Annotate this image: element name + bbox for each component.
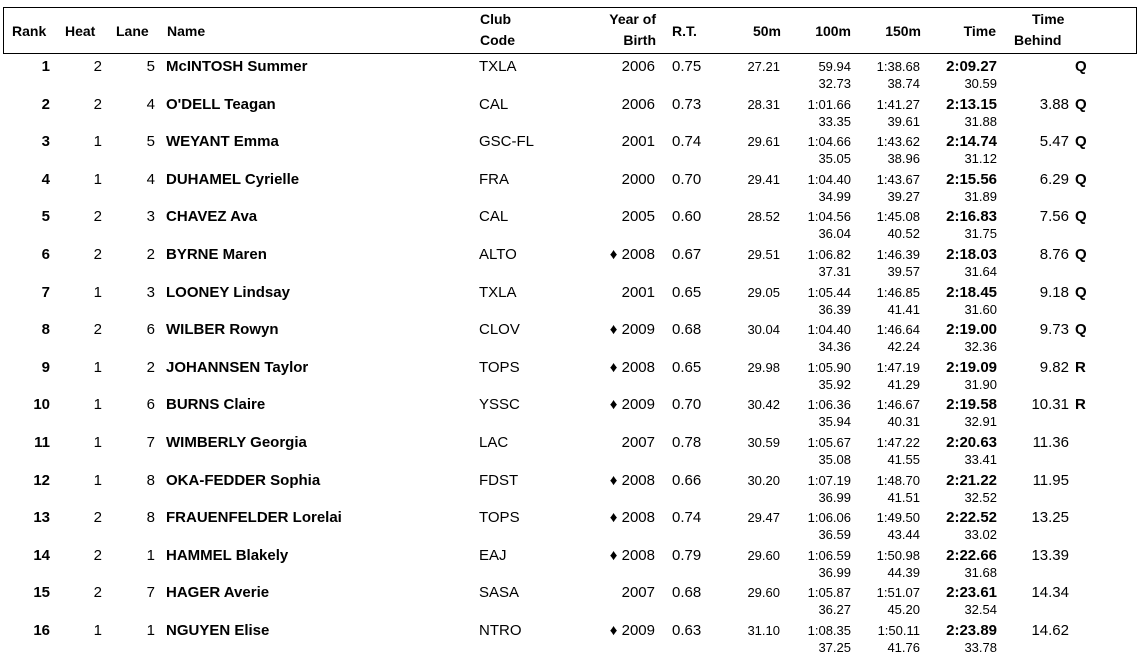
cell-club-code: CLOV <box>479 321 520 339</box>
cell-qualifier: Q <box>1075 133 1087 151</box>
cell-lap-150m: 39.27 <box>887 188 920 204</box>
cell-lane: 3 <box>146 283 155 301</box>
cell-split-100m: 1:08.35 <box>807 622 851 638</box>
cell-lane: 7 <box>146 584 155 602</box>
cell-heat: 2 <box>93 208 102 226</box>
cell-name: HAGER Averie <box>166 584 270 602</box>
cell-split-100m: 1:07.19 <box>807 472 851 488</box>
cell-reaction-time: 0.60 <box>672 208 702 226</box>
cell-reaction-time: 0.68 <box>672 584 702 602</box>
cell-split-150m: 1:46.85 <box>876 284 920 300</box>
cell-lap-final: 31.75 <box>964 226 997 242</box>
cell-reaction-time: 0.70 <box>672 396 702 414</box>
cell-rank: 2 <box>41 95 50 113</box>
cell-split-50m: 30.59 <box>747 434 780 450</box>
cell-split-50m: 29.05 <box>747 284 780 300</box>
cell-split-100m: 1:05.87 <box>807 585 851 601</box>
cell-club-code: FDST <box>479 471 519 489</box>
cell-year-of-birth: 2001 <box>621 133 655 151</box>
cell-lap-150m: 41.55 <box>887 451 920 467</box>
cell-final-time: 2:13.15 <box>946 95 997 113</box>
cell-heat: 2 <box>93 509 102 527</box>
cell-reaction-time: 0.70 <box>672 170 702 188</box>
header-rank: Rank <box>12 23 47 39</box>
cell-year-of-birth: 2006 <box>621 95 655 113</box>
cell-lap-150m: 41.51 <box>887 489 920 505</box>
cell-time-behind: 14.34 <box>1031 584 1069 602</box>
cell-rank: 10 <box>33 396 50 414</box>
cell-lap-100m: 34.99 <box>818 188 851 204</box>
cell-split-100m: 1:01.66 <box>807 96 851 112</box>
cell-year-of-birth: ♦ 2009 <box>609 321 655 339</box>
cell-lane: 2 <box>146 245 155 263</box>
cell-name: OKA-FEDDER Sophia <box>166 471 321 489</box>
header-club-line2: Code <box>480 32 515 48</box>
cell-lane: 3 <box>146 208 155 226</box>
cell-split-100m: 1:04.40 <box>807 171 851 187</box>
cell-reaction-time: 0.68 <box>672 321 702 339</box>
cell-lap-150m: 40.31 <box>887 414 920 430</box>
cell-final-time: 2:18.03 <box>946 245 997 263</box>
header-split-50m: 50m <box>752 23 781 39</box>
table-row <box>0 56 1142 94</box>
cell-time-behind: 11.36 <box>1032 433 1069 451</box>
cell-rank: 4 <box>41 170 50 188</box>
cell-split-150m: 1:46.64 <box>876 322 920 338</box>
cell-final-time: 2:19.58 <box>946 396 997 414</box>
cell-split-100m: 1:05.44 <box>807 284 851 300</box>
cell-heat: 1 <box>93 358 102 376</box>
cell-name: WEYANT Emma <box>166 133 279 151</box>
cell-lap-100m: 35.08 <box>818 451 851 467</box>
cell-final-time: 2:21.22 <box>946 471 997 489</box>
cell-heat: 2 <box>93 546 102 564</box>
cell-lap-100m: 32.73 <box>818 76 851 91</box>
cell-heat: 1 <box>93 433 102 451</box>
cell-lane: 6 <box>146 396 155 414</box>
header-yob-line2: Birth <box>623 32 656 48</box>
cell-time-behind: 5.47 <box>1039 133 1069 151</box>
cell-final-time: 2:16.83 <box>946 208 997 226</box>
cell-final-time: 2:20.63 <box>946 433 997 451</box>
table-row <box>0 620 1142 658</box>
cell-lane: 4 <box>146 170 155 188</box>
cell-lap-100m: 36.59 <box>818 527 851 543</box>
cell-name: LOONEY Lindsay <box>166 283 290 301</box>
cell-reaction-time: 0.78 <box>672 433 702 451</box>
cell-time-behind: 9.82 <box>1039 358 1069 376</box>
cell-year-of-birth: 2007 <box>621 584 655 602</box>
cell-lap-150m: 43.44 <box>887 527 920 543</box>
table-row <box>0 131 1142 169</box>
cell-split-150m: 1:49.50 <box>876 510 920 526</box>
cell-time-behind: 6.29 <box>1039 170 1069 188</box>
cell-name: DUHAMEL Cyrielle <box>166 170 300 188</box>
cell-reaction-time: 0.74 <box>672 133 702 151</box>
cell-lap-final: 30.59 <box>964 76 997 91</box>
cell-reaction-time: 0.63 <box>672 621 702 639</box>
cell-split-100m: 1:06.06 <box>807 510 851 526</box>
cell-rank: 15 <box>33 584 50 602</box>
cell-heat: 2 <box>93 584 102 602</box>
cell-rank: 12 <box>33 471 50 489</box>
cell-reaction-time: 0.79 <box>672 546 702 564</box>
cell-name: NGUYEN Elise <box>166 621 270 639</box>
cell-lane: 8 <box>146 471 155 489</box>
cell-final-time: 2:18.45 <box>946 283 997 301</box>
cell-club-code: LAC <box>479 433 509 451</box>
cell-lap-150m: 41.76 <box>887 639 920 655</box>
cell-lap-final: 31.12 <box>964 151 997 167</box>
cell-heat: 1 <box>93 621 102 639</box>
cell-lap-final: 31.68 <box>964 564 997 580</box>
cell-rank: 16 <box>33 621 50 639</box>
cell-heat: 2 <box>93 58 102 75</box>
cell-split-100m: 1:06.59 <box>807 547 851 563</box>
cell-split-100m: 1:06.82 <box>807 246 851 262</box>
cell-lap-100m: 36.39 <box>818 301 851 317</box>
table-row <box>0 282 1142 320</box>
cell-lap-100m: 35.05 <box>818 151 851 167</box>
cell-rank: 8 <box>41 321 50 339</box>
cell-lap-150m: 38.74 <box>887 76 920 91</box>
cell-qualifier: R <box>1075 396 1086 414</box>
table-row <box>0 357 1142 395</box>
cell-rank: 1 <box>41 58 50 75</box>
cell-year-of-birth: ♦ 2008 <box>609 471 655 489</box>
header-name: Name <box>167 23 206 39</box>
cell-split-50m: 29.51 <box>747 246 780 262</box>
cell-club-code: TXLA <box>479 58 517 75</box>
cell-time-behind: 3.88 <box>1039 95 1069 113</box>
header-behind-line1: Time <box>1032 11 1065 27</box>
cell-lap-final: 31.64 <box>964 263 997 279</box>
cell-final-time: 2:19.00 <box>946 321 997 339</box>
cell-split-50m: 29.60 <box>747 585 780 601</box>
cell-club-code: TOPS <box>479 509 520 527</box>
cell-name: O'DELL Teagan <box>166 95 276 113</box>
cell-time-behind: 7.56 <box>1039 208 1069 226</box>
cell-time-behind: 11.95 <box>1032 471 1069 489</box>
results-header <box>3 7 1137 54</box>
header-lane: Lane <box>116 23 149 39</box>
table-row <box>0 432 1142 470</box>
cell-split-150m: 1:41.27 <box>876 96 920 112</box>
cell-split-50m: 28.52 <box>747 209 780 225</box>
header-time: Time <box>963 23 996 39</box>
cell-lap-150m: 44.39 <box>887 564 920 580</box>
cell-reaction-time: 0.75 <box>672 58 702 75</box>
cell-lane: 6 <box>146 321 155 339</box>
cell-qualifier: Q <box>1075 58 1087 75</box>
cell-year-of-birth: ♦ 2008 <box>609 358 655 376</box>
cell-lane: 5 <box>146 58 155 75</box>
cell-heat: 1 <box>93 471 102 489</box>
cell-club-code: SASA <box>479 584 520 602</box>
cell-year-of-birth: ♦ 2008 <box>609 245 655 263</box>
cell-lap-100m: 35.94 <box>818 414 851 430</box>
cell-name: McINTOSH Summer <box>166 58 308 75</box>
cell-lane: 2 <box>146 358 155 376</box>
cell-qualifier: Q <box>1075 95 1087 113</box>
cell-time-behind: 9.18 <box>1039 283 1069 301</box>
cell-time-behind: 13.25 <box>1031 509 1069 527</box>
cell-club-code: CAL <box>479 208 509 226</box>
cell-split-50m: 30.04 <box>747 322 780 338</box>
cell-rank: 7 <box>41 283 50 301</box>
cell-reaction-time: 0.74 <box>672 509 702 527</box>
cell-lane: 1 <box>146 621 155 639</box>
cell-split-100m: 1:04.66 <box>807 134 851 150</box>
cell-qualifier: Q <box>1075 283 1087 301</box>
cell-split-100m: 1:05.67 <box>807 434 851 450</box>
cell-rank: 11 <box>34 433 50 451</box>
cell-qualifier: Q <box>1075 208 1087 226</box>
cell-year-of-birth: 2006 <box>621 58 655 75</box>
cell-split-50m: 29.47 <box>747 510 780 526</box>
cell-lap-100m: 36.04 <box>818 226 851 242</box>
cell-split-50m: 30.42 <box>747 397 780 413</box>
cell-split-150m: 1:43.67 <box>876 171 920 187</box>
cell-split-50m: 29.61 <box>747 134 780 150</box>
cell-heat: 1 <box>93 170 102 188</box>
cell-rank: 6 <box>41 245 50 263</box>
cell-lap-final: 31.60 <box>964 301 997 317</box>
cell-lane: 8 <box>146 509 155 527</box>
cell-final-time: 2:09.27 <box>946 58 997 75</box>
cell-lap-100m: 33.35 <box>818 113 851 129</box>
cell-split-50m: 30.20 <box>747 472 780 488</box>
cell-split-150m: 1:50.11 <box>877 622 920 638</box>
cell-qualifier: R <box>1075 358 1086 376</box>
header-club-line1: Club <box>480 11 512 27</box>
cell-lane: 1 <box>146 546 155 564</box>
cell-lap-final: 33.78 <box>964 639 997 655</box>
table-row <box>0 94 1142 132</box>
cell-lap-100m: 36.99 <box>818 564 851 580</box>
cell-lap-100m: 34.36 <box>818 339 851 355</box>
cell-split-100m: 1:04.40 <box>807 322 851 338</box>
cell-name: JOHANNSEN Taylor <box>166 358 309 376</box>
cell-rank: 9 <box>41 358 50 376</box>
table-row <box>0 470 1142 508</box>
cell-lap-150m: 40.52 <box>887 226 920 242</box>
cell-split-150m: 1:50.98 <box>876 547 920 563</box>
cell-club-code: CAL <box>479 95 509 113</box>
cell-club-code: TOPS <box>479 358 520 376</box>
cell-lap-150m: 41.41 <box>887 301 920 317</box>
cell-club-code: TXLA <box>479 283 517 301</box>
cell-year-of-birth: ♦ 2009 <box>609 396 655 414</box>
cell-club-code: EAJ <box>479 546 507 564</box>
cell-name: FRAUENFELDER Lorelai <box>166 509 342 527</box>
cell-split-150m: 1:51.07 <box>876 585 920 601</box>
cell-final-time: 2:15.56 <box>946 170 997 188</box>
cell-qualifier: Q <box>1075 245 1087 263</box>
results-table <box>0 56 1142 658</box>
cell-split-50m: 29.41 <box>747 171 780 187</box>
cell-final-time: 2:23.89 <box>946 621 997 639</box>
cell-split-50m: 29.60 <box>747 547 780 563</box>
cell-lap-100m: 36.27 <box>818 602 851 618</box>
cell-final-time: 2:22.52 <box>946 509 997 527</box>
cell-year-of-birth: 2000 <box>621 170 655 188</box>
cell-club-code: YSSC <box>479 396 520 414</box>
cell-split-150m: 1:38.68 <box>876 59 920 74</box>
cell-split-50m: 28.31 <box>747 96 780 112</box>
cell-split-150m: 1:47.19 <box>876 359 920 375</box>
cell-lane: 4 <box>146 95 155 113</box>
header-behind-line2: Behind <box>1014 32 1062 48</box>
cell-split-100m: 1:04.56 <box>807 209 851 225</box>
cell-heat: 1 <box>93 396 102 414</box>
cell-split-150m: 1:43.62 <box>876 134 920 150</box>
cell-reaction-time: 0.73 <box>672 95 702 113</box>
cell-lap-100m: 36.99 <box>818 489 851 505</box>
cell-split-150m: 1:46.39 <box>876 246 920 262</box>
cell-rank: 13 <box>33 509 50 527</box>
cell-lap-150m: 45.20 <box>887 602 920 618</box>
table-row <box>0 169 1142 207</box>
cell-lap-100m: 37.31 <box>818 263 851 279</box>
cell-year-of-birth: 2005 <box>621 208 655 226</box>
cell-lap-final: 31.89 <box>964 188 997 204</box>
cell-final-time: 2:22.66 <box>946 546 997 564</box>
cell-name: HAMMEL Blakely <box>166 546 289 564</box>
cell-split-150m: 1:45.08 <box>876 209 920 225</box>
cell-club-code: GSC-FL <box>479 133 535 151</box>
header-split-150m: 150m <box>885 23 921 39</box>
table-row <box>0 206 1142 244</box>
cell-heat: 2 <box>93 321 102 339</box>
cell-club-code: FRA <box>479 170 509 188</box>
cell-year-of-birth: ♦ 2008 <box>609 509 655 527</box>
cell-lap-final: 32.54 <box>964 602 997 618</box>
cell-split-50m: 29.98 <box>747 359 780 375</box>
cell-lap-final: 32.52 <box>964 489 997 505</box>
cell-lap-final: 31.88 <box>964 113 997 129</box>
cell-split-100m: 59.94 <box>818 59 851 74</box>
table-row <box>0 394 1142 432</box>
cell-lap-150m: 42.24 <box>887 339 920 355</box>
cell-reaction-time: 0.66 <box>672 471 702 489</box>
cell-year-of-birth: ♦ 2009 <box>609 621 655 639</box>
cell-final-time: 2:14.74 <box>946 133 997 151</box>
cell-lane: 7 <box>146 433 155 451</box>
table-row <box>0 244 1142 282</box>
cell-split-100m: 1:05.90 <box>807 359 851 375</box>
cell-club-code: ALTO <box>479 245 517 263</box>
cell-year-of-birth: 2001 <box>621 283 655 301</box>
cell-time-behind: 8.76 <box>1039 245 1069 263</box>
cell-reaction-time: 0.65 <box>672 283 702 301</box>
cell-name: BURNS Claire <box>166 396 266 414</box>
cell-lap-final: 33.02 <box>964 527 997 543</box>
cell-time-behind: 9.73 <box>1039 321 1069 339</box>
table-row <box>0 582 1142 620</box>
cell-heat: 2 <box>93 95 102 113</box>
cell-rank: 14 <box>33 546 50 564</box>
header-reaction-time: R.T. <box>672 23 697 39</box>
cell-split-50m: 31.10 <box>747 622 780 638</box>
cell-lap-150m: 39.57 <box>887 263 920 279</box>
cell-time-behind: 14.62 <box>1031 621 1069 639</box>
cell-split-100m: 1:06.36 <box>807 397 851 413</box>
cell-heat: 1 <box>93 283 102 301</box>
header-yob-line1: Year of <box>609 11 656 27</box>
cell-rank: 3 <box>41 133 50 151</box>
cell-time-behind: 13.39 <box>1031 546 1069 564</box>
cell-final-time: 2:23.61 <box>946 584 997 602</box>
cell-club-code: NTRO <box>479 621 522 639</box>
header-split-100m: 100m <box>815 23 851 39</box>
cell-lap-150m: 41.29 <box>887 376 920 392</box>
cell-year-of-birth: 2007 <box>621 433 655 451</box>
cell-heat: 2 <box>93 245 102 263</box>
cell-reaction-time: 0.67 <box>672 245 702 263</box>
cell-name: CHAVEZ Ava <box>166 208 258 226</box>
cell-name: WIMBERLY Georgia <box>166 433 307 451</box>
cell-name: BYRNE Maren <box>166 245 267 263</box>
table-row <box>0 545 1142 583</box>
cell-rank: 5 <box>41 208 50 226</box>
cell-split-150m: 1:48.70 <box>876 472 920 488</box>
cell-time-behind: 10.31 <box>1031 396 1069 414</box>
cell-qualifier: Q <box>1075 170 1087 188</box>
cell-split-50m: 27.21 <box>747 59 780 74</box>
cell-lane: 5 <box>146 133 155 151</box>
cell-lap-100m: 35.92 <box>818 376 851 392</box>
cell-split-150m: 1:47.22 <box>876 434 920 450</box>
cell-lap-final: 33.41 <box>964 451 997 467</box>
cell-reaction-time: 0.65 <box>672 358 702 376</box>
cell-final-time: 2:19.09 <box>946 358 997 376</box>
table-row <box>0 507 1142 545</box>
cell-qualifier: Q <box>1075 321 1087 339</box>
table-row <box>0 319 1142 357</box>
cell-heat: 1 <box>93 133 102 151</box>
cell-lap-150m: 38.96 <box>887 151 920 167</box>
header-heat: Heat <box>65 23 96 39</box>
cell-lap-final: 31.90 <box>964 376 997 392</box>
cell-lap-final: 32.36 <box>964 339 997 355</box>
cell-lap-150m: 39.61 <box>887 113 920 129</box>
cell-lap-final: 32.91 <box>964 414 997 430</box>
cell-name: WILBER Rowyn <box>166 321 279 339</box>
cell-split-150m: 1:46.67 <box>876 397 920 413</box>
cell-lap-100m: 37.25 <box>818 639 851 655</box>
cell-year-of-birth: ♦ 2008 <box>609 546 655 564</box>
